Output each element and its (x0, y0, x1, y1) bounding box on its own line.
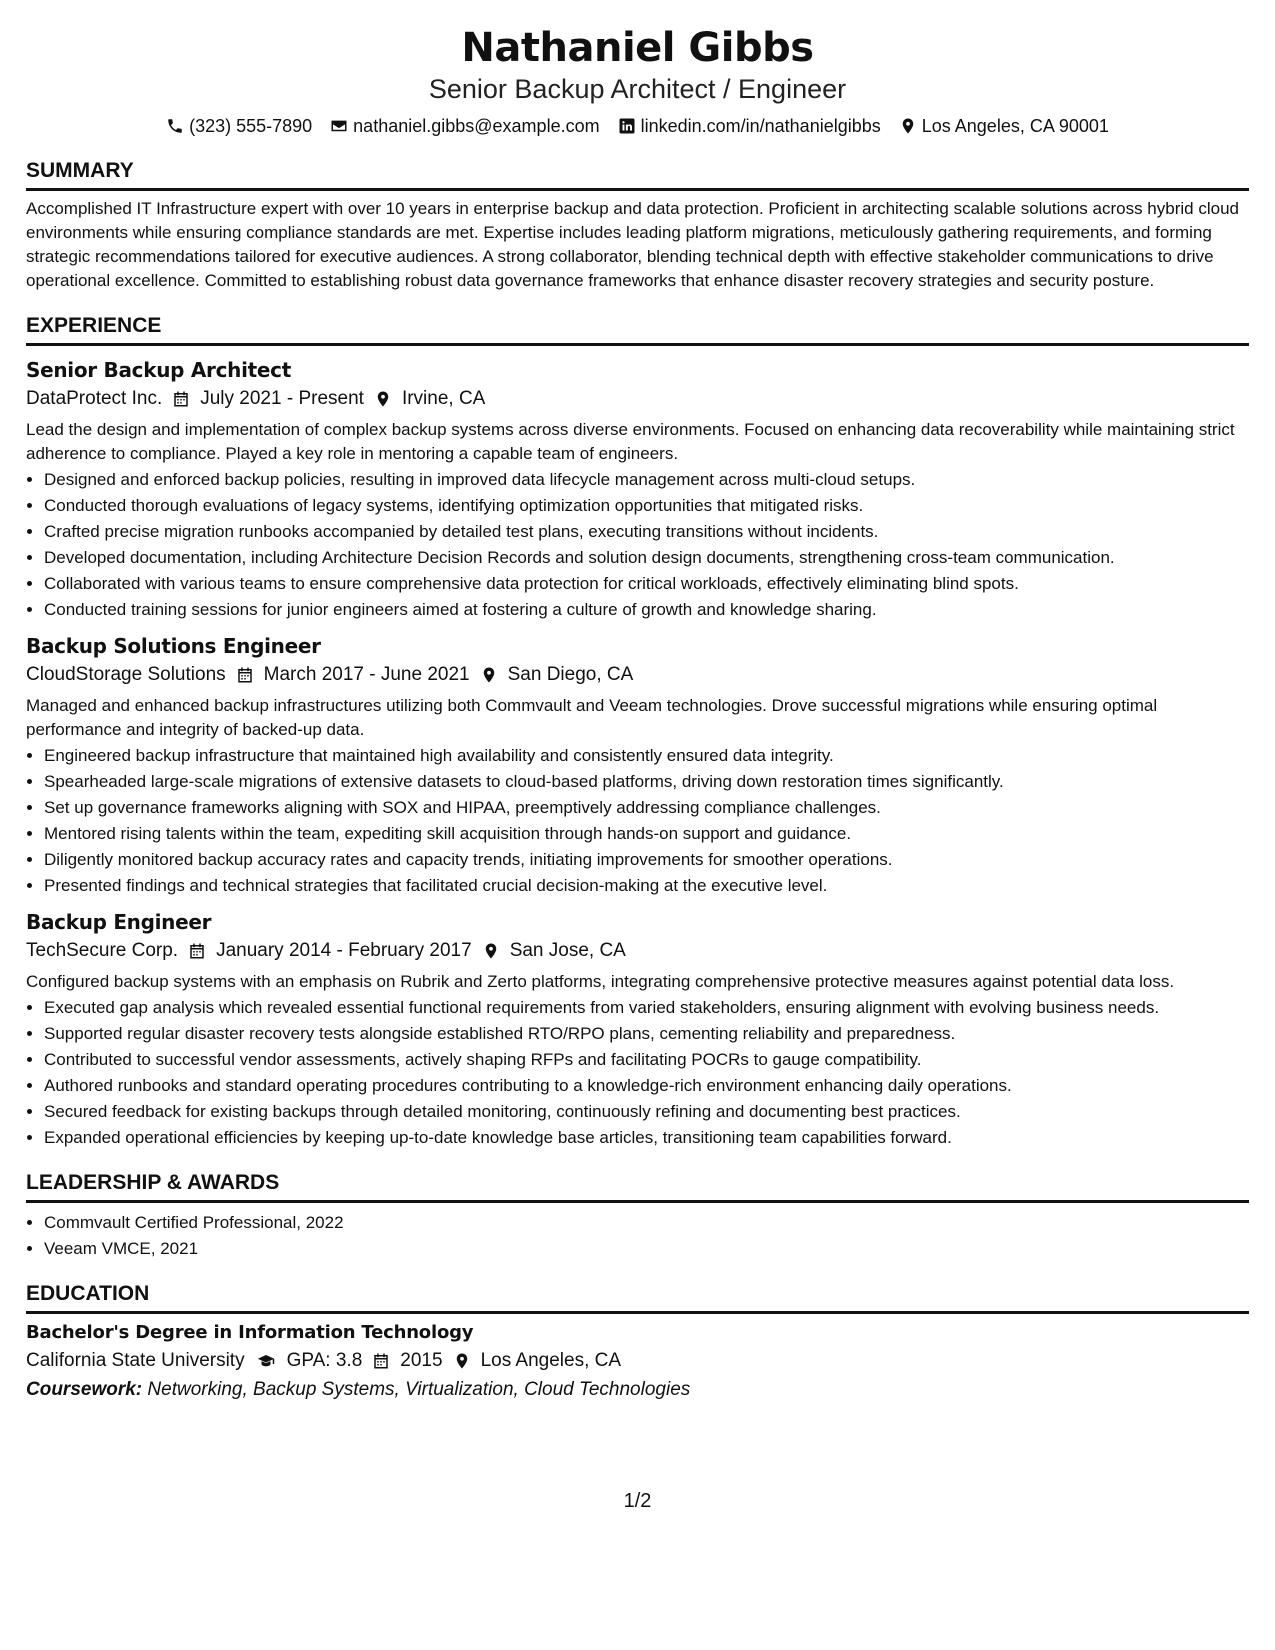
graduation-cap-icon (255, 1352, 277, 1370)
section-title-experience: EXPERIENCE (26, 313, 1249, 346)
location-text: Los Angeles, CA 90001 (921, 116, 1109, 136)
candidate-name: Nathaniel Gibbs (461, 25, 814, 71)
calendar-icon (172, 390, 190, 408)
job-dates: January 2014 - February 2017 (216, 940, 472, 961)
list-item: • Conducted training sessions for junior engineers aimed at fostering a culture of growth and knowledge sharing. (44, 598, 1249, 622)
job-title: Backup Engineer (26, 910, 212, 934)
education-location: Los Angeles, CA (480, 1350, 622, 1371)
degree-title: Bachelor's Degree in Information Technology (26, 1322, 474, 1343)
job-meta (26, 936, 1249, 966)
contact-linkedin[interactable] (618, 114, 881, 138)
envelope-icon (330, 117, 348, 135)
job-company: DataProtect Inc. (26, 388, 163, 409)
page-number: 1/2 (623, 1490, 652, 1512)
summary-text: Accomplished IT Infrastructure expert with over 10 years in enterprise backup and data protection. Proficient in architecting scalable solutions across hybrid cloud environments while ensuring compliance standards are met. Expertise includes leading platform migrations, meticulously gathering requirements, and forming strategic recommendations tailored for executive audiences. A strong collaborator, blending technical depth with effective stakeholder communications to drive operational excellence. Committed to establishing robust data governance frameworks that enhance disaster recovery strategies and security posture. (26, 199, 1239, 290)
job-title: Backup Solutions Engineer (26, 634, 321, 658)
list-item: • Commvault Certified Professional, 2022 (44, 1211, 1249, 1235)
job-location: San Jose, CA (509, 940, 626, 961)
job-company: TechSecure Corp. (26, 940, 179, 961)
list-item: • Presented findings and technical strategies that facilitated crucial decision-making at the executive level. (44, 874, 1249, 898)
job-bullets (26, 744, 1249, 898)
job-meta (26, 660, 1249, 690)
job-entry (26, 908, 1249, 1150)
list-item: • Conducted thorough evaluations of legacy systems, identifying optimization opportunities that mitigated risks. (44, 494, 1249, 518)
map-pin-icon (480, 666, 498, 684)
job-bullets (26, 468, 1249, 622)
list-item: • Mentored rising talents within the team, expediting skill acquisition through hands-on support and guidance. (44, 822, 1249, 846)
contact-phone (166, 114, 312, 138)
list-item: • Executed gap analysis which revealed essential functional requirements from varied stakeholders, ensuring alignment with evolving business needs. (44, 996, 1249, 1020)
job-description: Configured backup systems with an emphasis on Rubrik and Zerto platforms, integrating comprehensive protective measures against potential data loss. (26, 972, 1175, 991)
list-item: • Collaborated with various teams to ensure comprehensive data protection for critical workloads, effectively eliminating blind spots. (44, 572, 1249, 596)
resume-header (26, 24, 1249, 138)
map-pin-icon (899, 117, 917, 135)
calendar-icon (236, 666, 254, 684)
coursework-text: Networking, Backup Systems, Virtualization, Cloud Technologies (147, 1379, 691, 1400)
map-pin-icon (374, 390, 392, 408)
map-pin-icon (453, 1352, 471, 1370)
list-item: • Spearheaded large-scale migrations of extensive datasets to cloud-based platforms, driving down restoration times significantly. (44, 770, 1249, 794)
summary-section (26, 158, 1249, 293)
job-dates: March 2017 - June 2021 (263, 664, 470, 685)
job-description: Managed and enhanced backup infrastructures utilizing both Commvault and Veeam technologies. Drove successful migrations while ensuring optimal performance and integrity of backed-up data. (26, 696, 1158, 739)
candidate-role: Senior Backup Architect / Engineer (428, 74, 847, 104)
calendar-icon (372, 1352, 390, 1370)
phone-text: (323) 555-7890 (189, 116, 313, 136)
awards-list (26, 1211, 1249, 1261)
list-item: • Designed and enforced backup policies, resulting in improved data lifecycle management across multi-cloud setups. (44, 468, 1249, 492)
job-company: CloudStorage Solutions (26, 664, 226, 685)
list-item: • Secured feedback for existing backups through detailed monitoring, continuously refining and documenting best practices. (44, 1100, 1249, 1124)
contact-row (26, 114, 1249, 138)
job-bullets (26, 996, 1249, 1150)
linkedin-icon (618, 117, 636, 135)
section-title-education: EDUCATION (26, 1281, 1249, 1314)
coursework-label: Coursework: (26, 1379, 143, 1400)
list-item: • Supported regular disaster recovery tests alongside established RTO/RPO plans, cementing reliability and preparedness. (44, 1022, 1249, 1046)
awards-section (26, 1170, 1249, 1261)
education-meta (26, 1346, 1249, 1376)
contact-email[interactable] (330, 114, 599, 138)
coursework-line (26, 1376, 1249, 1404)
job-entry (26, 356, 1249, 622)
email-link[interactable]: nathaniel.gibbs@example.com (353, 116, 600, 136)
job-location: San Diego, CA (507, 664, 634, 685)
calendar-icon (188, 942, 206, 960)
list-item: • Crafted precise migration runbooks accompanied by detailed test plans, executing transitions without incidents. (44, 520, 1249, 544)
section-title-summary: SUMMARY (26, 158, 1249, 191)
list-item: • Diligently monitored backup accuracy rates and capacity trends, initiating improvements for smoother operations. (44, 848, 1249, 872)
list-item: • Authored runbooks and standard operating procedures contributing to a knowledge-rich environment enhancing daily operations. (44, 1074, 1249, 1098)
school-name: California State University (26, 1350, 245, 1371)
education-section (26, 1281, 1249, 1404)
experience-section (26, 313, 1249, 1150)
job-meta (26, 384, 1249, 414)
list-item: • Expanded operational efficiencies by keeping up-to-date knowledge base articles, transitioning team capabilities forward. (44, 1126, 1249, 1150)
list-item: • Engineered backup infrastructure that maintained high availability and consistently ensured data integrity. (44, 744, 1249, 768)
job-location: Irvine, CA (401, 388, 486, 409)
linkedin-link[interactable]: linkedin.com/in/nathanielgibbs (640, 116, 881, 136)
gpa-text: GPA: 3.8 (286, 1350, 363, 1371)
phone-icon (166, 117, 184, 135)
job-title: Senior Backup Architect (26, 358, 291, 382)
list-item: • Developed documentation, including Architecture Decision Records and solution design documents, strengthening cross-team communication. (44, 546, 1249, 570)
list-item: • Veeam VMCE, 2021 (44, 1237, 1249, 1261)
job-dates: July 2021 - Present (200, 388, 364, 409)
map-pin-icon (482, 942, 500, 960)
contact-location (899, 114, 1109, 138)
list-item: • Contributed to successful vendor assessments, actively shaping RFPs and facilitating POCRs to gauge compatibility. (44, 1048, 1249, 1072)
section-title-awards: LEADERSHIP & AWARDS (26, 1170, 1249, 1203)
job-entry (26, 632, 1249, 898)
list-item: • Set up governance frameworks aligning with SOX and HIPAA, preemptively addressing compliance challenges. (44, 796, 1249, 820)
job-description: Lead the design and implementation of complex backup systems across diverse environments. Focused on enhancing data recoverability while maintaining strict adherence to compliance. Played a key role in mentoring a capable team of engineers. (26, 420, 1235, 463)
education-year: 2015 (400, 1350, 443, 1371)
